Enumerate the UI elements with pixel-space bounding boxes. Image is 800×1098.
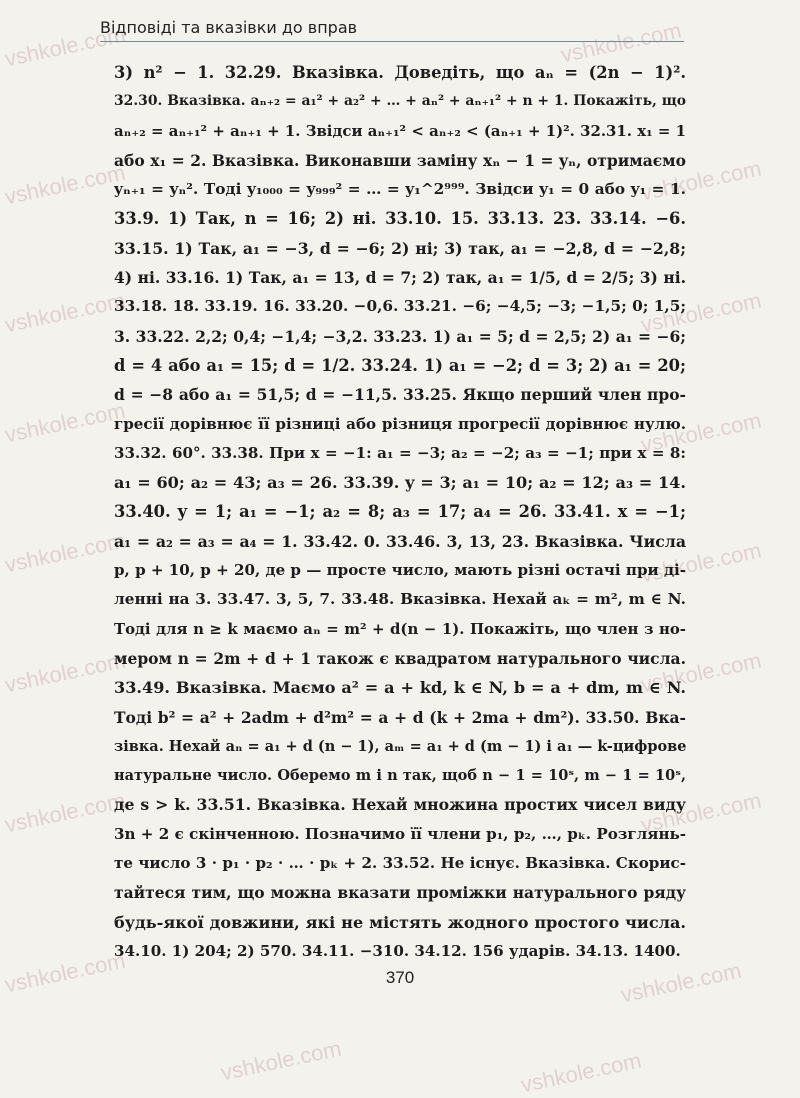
- watermark: vshkole.com: [2, 647, 128, 698]
- text-line: Тоді для n ≥ k маємо aₙ = m² + d(n − 1). Покажіть, що член з но-: [114, 619, 686, 638]
- text-line: d = 4 або a₁ = 15; d = 1/2. 33.24. 1) a₁ = −2; d = 3; 2) a₁ = 20;: [114, 355, 686, 375]
- text-line: ленні на 3. 33.47. 3, 5, 7. 33.48. Вказівка. Нехай aₖ = m², m ∈ N.: [114, 590, 686, 609]
- watermark: vshkole.com: [638, 647, 764, 698]
- watermark: vshkole.com: [638, 787, 764, 838]
- watermark: vshkole.com: [618, 957, 744, 1008]
- text-line: 34.10. 1) 204; 2) 570. 34.11. −310. 34.12. 156 ударів. 34.13. 1400.: [114, 941, 681, 960]
- page-header: [100, 18, 684, 42]
- text-line: a₁ = 60; a₂ = 43; a₃ = 26. 33.39. y = 3; a₁ = 10; a₂ = 12; a₃ = 14.: [114, 473, 686, 493]
- text-line: те число 3 · p₁ · p₂ · … · pₖ + 2. 33.52. Не існує. Вказівка. Скорис-: [114, 854, 686, 873]
- text-line: 4) ні. 33.16. 1) Так, a₁ = 13, d = 7; 2) так, a₁ = 1/5, d = 2/5; 3) ні.: [114, 268, 686, 288]
- text-line: гресії дорівнює її різниці або різниця прогресії дорівнює нулю.: [114, 414, 686, 433]
- watermark: vshkole.com: [638, 407, 764, 458]
- text-line: зівка. Нехай aₙ = a₁ + d (n − 1), aₘ = a₁ + d (m − 1) і a₁ — k-цифрове: [114, 737, 686, 755]
- text-line: 33.15. 1) Так, a₁ = −3, d = −6; 2) ні; 3) так, a₁ = −2,8, d = −2,8;: [114, 238, 686, 258]
- text-line: будь-якої довжини, які не містять жодного простого числа.: [114, 912, 686, 932]
- text-line: 3) n² − 1. 32.29. Вказівка. Доведіть, що aₙ = (2n − 1)².: [114, 63, 686, 82]
- watermark: vshkole.com: [2, 947, 128, 998]
- text-line: a₁ = a₂ = a₃ = a₄ = 1. 33.42. 0. 33.46. 3, 13, 23. Вказівка. Числа: [114, 531, 686, 551]
- watermark: vshkole.com: [558, 17, 684, 68]
- text-line: 3. 33.22. 2,2; 0,4; −1,4; −3,2. 33.23. 1) a₁ = 5; d = 2,5; 2) a₁ = −6;: [114, 326, 686, 346]
- text-line: d = −8 або a₁ = 51,5; d = −11,5. 33.25. Якщо перший член про-: [114, 385, 686, 405]
- watermark: vshkole.com: [2, 159, 128, 210]
- watermark: vshkole.com: [638, 155, 764, 206]
- watermark: vshkole.com: [2, 287, 128, 338]
- text-line: yₙ₊₁ = yₙ². Тоді y₁₀₀₀ = y₉₉₉² = … = y₁^2⁹⁹⁹. Звідси y₁ = 0 або y₁ = 1.: [114, 180, 686, 199]
- text-line: 33.40. y = 1; a₁ = −1; a₂ = 8; a₃ = 17; a₄ = 26. 33.41. x = −1;: [114, 502, 686, 522]
- text-line: або x₁ = 2. Вказівка. Виконавши заміну xₙ − 1 = yₙ, отримаємо: [114, 150, 686, 170]
- watermark: vshkole.com: [2, 787, 128, 838]
- watermark: vshkole.com: [518, 1047, 644, 1098]
- text-line: 33.18. 18. 33.19. 16. 33.20. −0,6. 33.21. −6; −4,5; −3; −1,5; 0; 1,5;: [114, 297, 686, 316]
- watermark: vshkole.com: [2, 527, 128, 578]
- header-title: Відповіді та вказівки до вправ: [100, 18, 358, 37]
- page-number: 370: [385, 968, 415, 987]
- watermark: vshkole.com: [2, 397, 128, 448]
- watermark: vshkole.com: [2, 21, 128, 72]
- text-line: p, p + 10, p + 20, де p — просте число, мають різні остачі при ді-: [114, 561, 686, 580]
- watermark: vshkole.com: [218, 1035, 344, 1086]
- text-line: тайтеся тим, що можна вказати проміжки натурального ряду: [114, 883, 686, 903]
- text-line: aₙ₊₂ = aₙ₊₁² + aₙ₊₁ + 1. Звідси aₙ₊₁² < aₙ₊₂ < (aₙ₊₁ + 1)². 32.31. x₁ = 1: [114, 121, 686, 140]
- text-line: натуральне число. Оберемо m і n так, щоб n − 1 = 10ˢ, m − 1 = 10ˢ,: [114, 767, 686, 785]
- answers-text-block: [114, 58, 686, 966]
- text-line: 3n + 2 є скінченною. Позначимо її члени p₁, p₂, …, pₖ. Розглянь-: [114, 824, 686, 843]
- text-line: Тоді b² = a² + 2adm + d²m² = a + d (k + 2ma + dm²). 33.50. Вка-: [114, 707, 686, 727]
- text-line: 33.9. 1) Так, n = 16; 2) ні. 33.10. 15. 33.13. 23. 33.14. −6.: [114, 209, 686, 229]
- text-line: 32.30. Вказівка. aₙ₊₂ = a₁² + a₂² + … + aₙ² + aₙ₊₁² + n + 1. Покажіть, що: [114, 93, 686, 110]
- watermark: vshkole.com: [638, 537, 764, 588]
- text-line: мером n = 2m + d + 1 також є квадратом натурального числа.: [114, 648, 686, 668]
- text-line: де s > k. 33.51. Вказівка. Нехай множина простих чисел виду: [114, 795, 686, 815]
- watermark: vshkole.com: [638, 287, 764, 338]
- text-line: 33.32. 60°. 33.38. При x = −1: a₁ = −3; a₂ = −2; a₃ = −1; при x = 8:: [114, 443, 686, 462]
- text-line: 33.49. Вказівка. Маємо a² = a + kd, k ∈ N, b = a + dm, m ∈ N.: [114, 678, 686, 698]
